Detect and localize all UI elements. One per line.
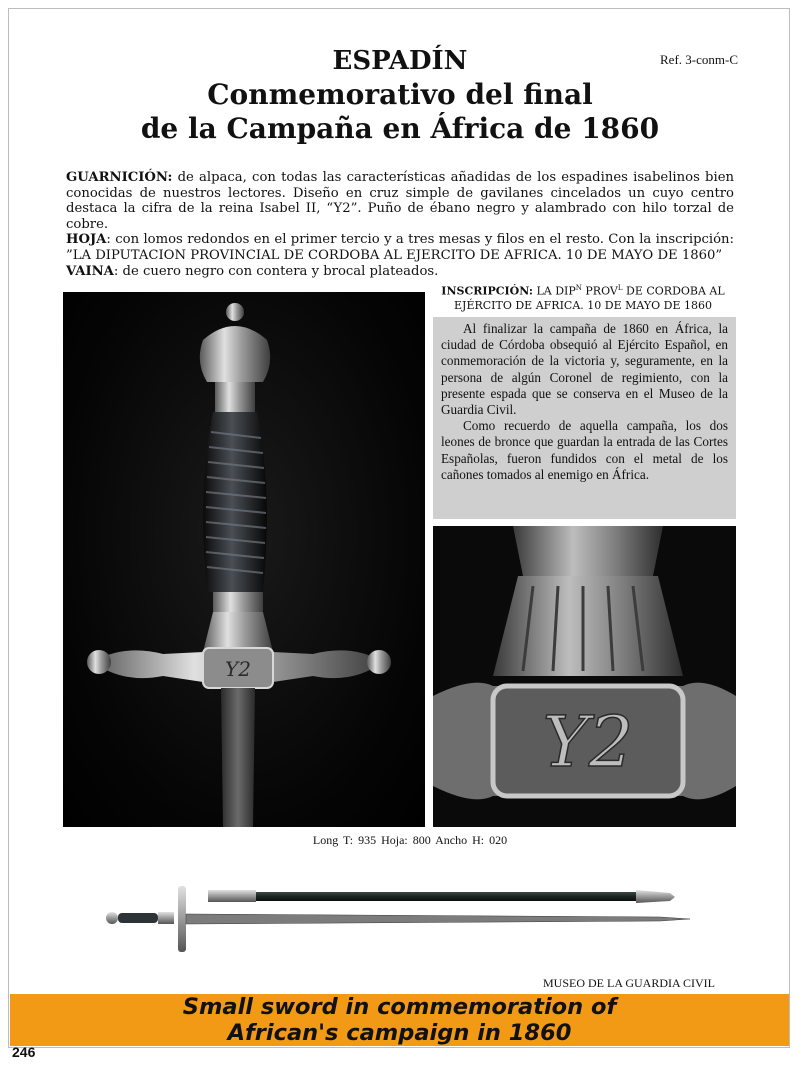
pommel <box>200 326 270 382</box>
inscription-sup-b: L <box>617 284 623 292</box>
full-sword-blade <box>186 914 690 924</box>
inscription-text-a: LA DIP <box>532 284 576 298</box>
sword-hilt-photo <box>63 292 425 827</box>
english-title-banner <box>10 994 789 1046</box>
hoja-label: HOJA <box>66 232 107 248</box>
title-line-2: Conmemorativo del final <box>207 78 593 111</box>
title-line-3: de la Campaña en África de 1860 <box>140 112 660 145</box>
inscription-sup-a: N <box>575 284 582 292</box>
full-sword-photo <box>100 878 690 963</box>
guarnicion-label: GUARNICIÓN: <box>66 170 173 185</box>
guarnicion-paragraph <box>66 170 734 232</box>
ebony-grip <box>203 412 267 592</box>
scabbard-body <box>256 892 636 901</box>
title-line-1: ESPADÍN <box>332 46 468 76</box>
history-note-paragraph-2: Como recuerdo de aquella campaña, los dos leones de bronce que guardan la entrada de las Cortes Españolas, fueron fundidos con el metal de los cañones tomados al enemigo en África. <box>441 418 728 482</box>
museum-credit: MUSEO DE LA GUARDIA CIVIL <box>543 976 715 990</box>
measurements: Long T: 935 Hoja: 800 Ancho H: 020 <box>312 833 508 847</box>
cipher-detail-photo <box>433 526 736 827</box>
reference-code: Ref. 3-conm-C <box>660 52 738 67</box>
full-sword-ferrule <box>158 912 174 924</box>
vaina-paragraph <box>66 264 734 280</box>
detail-ferrule-flare <box>493 576 683 676</box>
vaina-text: : de cuero negro con contera y brocal plateados. <box>113 263 439 279</box>
hoja-paragraph <box>66 232 734 263</box>
sword-hilt-illustration <box>63 292 425 827</box>
page-number: 246 <box>12 1044 36 1060</box>
full-sword-illustration <box>100 878 690 963</box>
inscription-caption <box>430 281 736 313</box>
full-sword-pommel <box>106 912 118 924</box>
inscription-label: INSCRIPCIÓN: <box>441 284 533 298</box>
ferrule <box>213 592 263 612</box>
pommel-button <box>226 303 244 321</box>
pommel-collar <box>215 382 255 412</box>
vaina-label: VAINA <box>66 263 114 279</box>
inscription-line-2: EJÉRCITO DE AFRICA. 10 DE MAYO DE 1860 <box>454 298 712 312</box>
scabbard-locket <box>208 890 256 902</box>
guarnicion-text: de alpaca, con todas las características añadidas de los espadines isabelinos bien conocidas de nuestros lectores. Diseño en cruz simple de gavilanes cincelados un cuyo centro destaca la cifra de la reina Isabel II, “Y2”. Puño de ébano negro y alambrado con hilo torzal de cobre. <box>66 170 734 232</box>
cipher-detail-illustration <box>433 526 736 827</box>
blade <box>221 688 255 827</box>
history-note <box>433 317 736 519</box>
svg-text:Y2: Y2 <box>225 657 251 681</box>
ferrule-flare <box>203 612 273 652</box>
full-sword-grip <box>118 913 158 923</box>
inscription-line-1 <box>430 281 736 299</box>
banner-line-2: African's campaign in 1860 <box>227 1020 572 1046</box>
full-sword-guard <box>178 886 186 952</box>
description-block <box>66 170 734 279</box>
quillon-left-finial <box>87 650 111 674</box>
scabbard-chape <box>636 890 675 903</box>
banner-line-1: Small sword in commemoration of <box>182 994 617 1020</box>
inscription-text-c: DE CORDOBA AL <box>622 284 725 298</box>
hoja-text: : con lomos redondos en el primer tercio y a tres mesas y filos en el resto. Con la inscripción: ”LA DIPUTACION PROVINCIAL DE CORDOBA AL EJERCITO DE AFRICA. 10 DE MAYO DE 1860” <box>66 232 734 263</box>
inscription-text-b: PROV <box>581 284 618 298</box>
detail-ferrule-top <box>513 526 663 576</box>
quillon-right-finial <box>367 650 391 674</box>
svg-text:Y2: Y2 <box>542 701 634 783</box>
history-note-paragraph-1: Al finalizar la campaña de 1860 en África, la ciudad de Córdoba obsequió al Ejército Español, en conmemoración de la victoria y, seguramente, en la persona de algún Coronel de regimiento, con la presente espada que se conserva en el Museo de la Guardia Civil. <box>441 321 728 418</box>
